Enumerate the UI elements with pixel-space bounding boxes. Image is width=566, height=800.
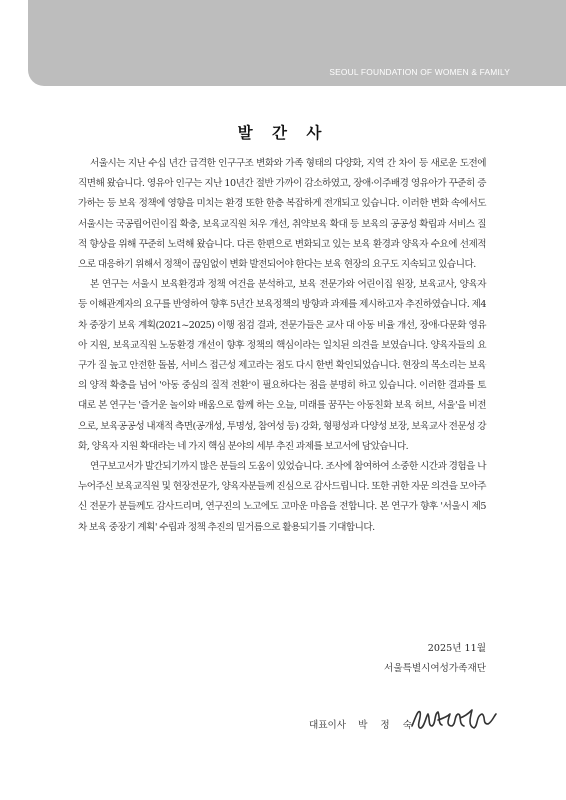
body-text <box>78 154 486 538</box>
page-title: 발 간 사 <box>237 124 329 142</box>
signer-role: 대표이사 <box>309 720 347 731</box>
header-org-name: SEOUL FOUNDATION OF WOMEN & FAMILY <box>329 67 510 77</box>
signoff-organization: 서울특별시여성가족재단 <box>384 663 486 674</box>
paragraph-2: 본 연구는 서울시 보육환경과 정책 여건을 분석하고, 보육 전문가와 어린이집 원장, 보육교사, 양육자 등 이해관계자의 요구를 반영하여 향후 5년간 보육정책의 방향과 과제를 제시하고자 추진하였습니다. 제4차 중장기 보육 계획(2021~2025) 이행 점검 결과, 전문가들은 교사 대 아동 비율 개선, 장애·다문화 영유아 지원, 보육교직원 노동환경 개선이 향후 정책의 핵심이라는 일치된 의견을 보였습니다. 양육자들의 요구가 질 높고 안전한 돌봄, 서비스 접근성 제고라는 점도 다시 한번 확인되었습니다. 현장의 목소리는 보육의 양적 확충을 넘어 '아동 중심의 질적 전환'이 필요하다는 점을 분명히 하고 있습니다. 이러한 결과를 토대로 본 연구는 '즐거운 놀이와 배움으로 함께 하는 오늘, 미래를 꿈꾸는 아동친화 보육 허브, 서울'을 비전으로, 보육공공성 내재적 측면(공개성, 투명성, 참여성 등) 강화, 형평성과 다양성 보장, 보육교사 전문성 강화, 양육자 지원 확대라는 네 가지 핵심 분야의 세부 추진 과제를 보고서에 담았습니다. <box>78 279 486 452</box>
paragraph-1: 서울시는 지난 수십 년간 급격한 인구구조 변화와 가족 형태의 다양화, 지역 간 차이 등 새로운 도전에 직면해 왔습니다. 영유아 인구는 지난 10년간 절반 가까이 감소하였고, 장애·이주배경 영유아가 꾸준히 증가하는 등 보육 정책에 영향을 미치는 환경 또한 한층 복잡하게 전개되고 있습니다. 이러한 변화 속에서도 서울시는 국공립어린이집 확충, 보육교직원 처우 개선, 취약보육 확대 등 보육의 공공성 확립과 서비스 질적 향상을 위해 꾸준히 노력해 왔습니다. 다른 한편으로 변화되고 있는 보육 환경과 양육자 수요에 선제적으로 대응하기 위해서 정책이 끊임없이 변화 발전되어야 한다는 보육 현장의 요구도 지속되고 있습니다. <box>78 158 486 271</box>
signer-name: 박 정 숙 <box>358 720 417 731</box>
signoff-date: 2025년 11월 <box>427 643 486 654</box>
paragraph-3: 연구보고서가 발간되기까지 많은 분들의 도움이 있었습니다. 조사에 참여하여 소중한 시간과 경험을 나누어주신 보육교직원 및 현장전문가, 양육자분들께 진심으로 감사드립니다. 또한 귀한 자문 의견을 모아주신 전문가 분들께도 감사드리며, 연구진의 노고에도 고마운 마음을 전합니다. 본 연구가 향후 '서울시 제5차 보육 중장기 계획' 수립과 정책 추진의 밑거름으로 활용되기를 기대합니다. <box>78 461 486 533</box>
header-band <box>28 0 566 86</box>
signer-line <box>309 717 417 731</box>
signature-image <box>408 704 498 734</box>
signoff <box>384 639 486 679</box>
